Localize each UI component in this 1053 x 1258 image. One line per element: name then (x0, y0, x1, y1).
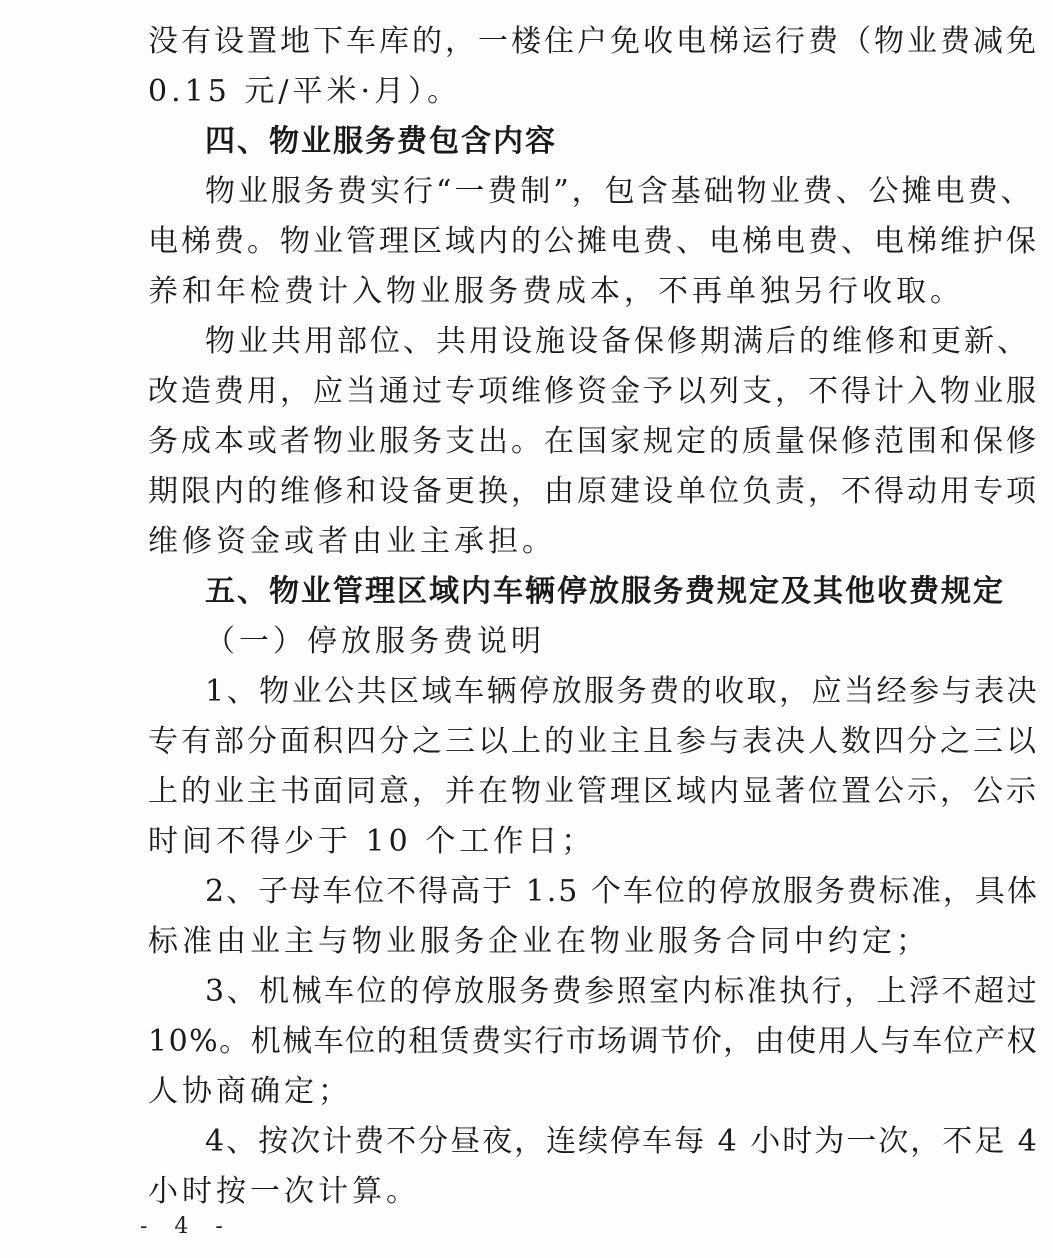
body-text-line: 2、子母车位不得高于 1.5 个车位的停放服务费标准，具体 (205, 874, 1039, 909)
body-text-line: 务成本或者物业服务支出。在国家规定的质量保修范围和保修 (148, 424, 1039, 459)
body-text-line: 1、物业公共区域车辆停放服务费的收取，应当经参与表决 (205, 674, 1040, 709)
body-text-line: 电梯费。物业管理区域内的公摊电费、电梯电费、电梯维护保 (148, 224, 1039, 259)
body-text-line: 改造费用，应当通过专项维修资金予以列支，不得计入物业服 (148, 374, 1039, 409)
body-text-line: 维修资金或者由业主承担。 (148, 524, 556, 559)
body-text-line: 10%。机械车位的租赁费实行市场调节价，由使用人与车位产权 (148, 1024, 1039, 1059)
body-text-line: 没有设置地下车库的，一楼住户免收电梯运行费（物业费减免 (148, 24, 1039, 59)
body-text-line: 时间不得少于 10 个工作日； (148, 824, 596, 859)
body-text-line: 物业服务费实行“一费制”，包含基础物业费、公摊电费、 (205, 174, 1034, 209)
body-text-line: 标准由业主与物业服务企业在物业服务合同中约定； (148, 924, 930, 959)
body-text-line: 期限内的维修和设备更换，由原建设单位负责，不得动用专项 (148, 474, 1039, 509)
body-text-line: 养和年检费计入物业服务费成本，不再单独另行收取。 (148, 274, 964, 309)
section-heading: 五、物业管理区域内车辆停放服务费规定及其他收费规定 (205, 574, 1005, 609)
subsection-heading: （一）停放服务费说明 (205, 624, 545, 659)
page-number: - 4 - (140, 1214, 233, 1239)
section-heading: 四、物业服务费包含内容 (205, 124, 557, 159)
body-text-line: 4、按次计费不分昼夜，连续停车每 4 小时为一次，不足 4 (205, 1124, 1039, 1159)
body-text-line: 上的业主书面同意，并在物业管理区域内显著位置公示，公示 (148, 774, 1039, 809)
body-text-line: 物业共用部位、共用设施设备保修期满后的维修和更新、 (205, 324, 1030, 359)
body-text-line: 小时按一次计算。 (148, 1174, 420, 1209)
body-text-line: 专有部分面积四分之三以上的业主且参与表决人数四分之三以 (148, 724, 1039, 759)
body-text-line: 人协商确定； (148, 1074, 352, 1109)
body-text-line: 3、机械车位的停放服务费参照室内标准执行，上浮不超过 (205, 974, 1040, 1009)
body-text-line: 0.15 元/平米·月）。 (148, 74, 461, 109)
